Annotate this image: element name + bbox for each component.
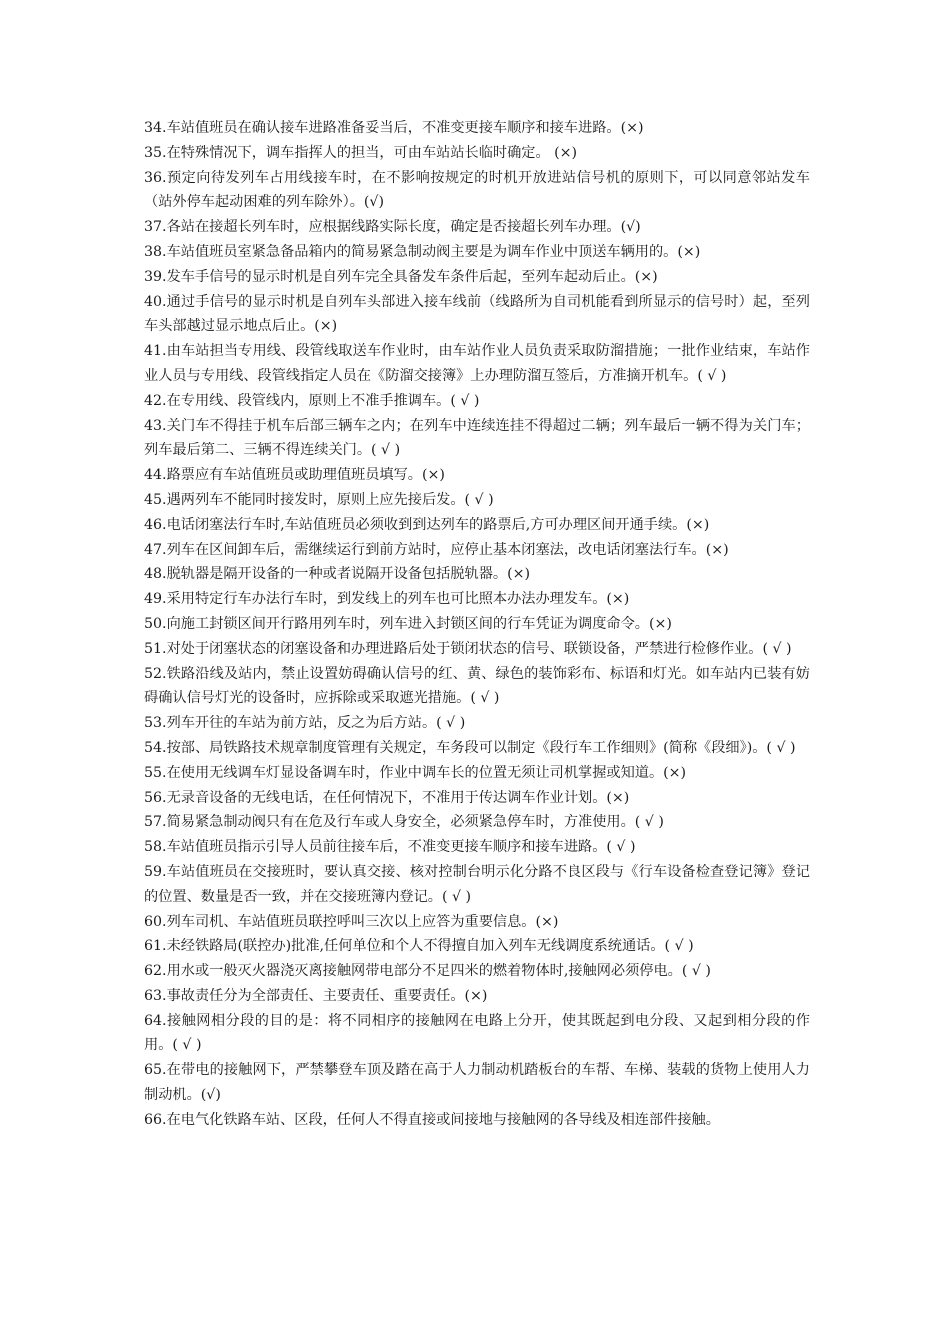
- list-item: 65.在带电的接触网下，严禁攀登车顶及踏在高于人力制动机踏板台的车帮、车梯、装载的货物上使用人力制动机。(√): [144, 1062, 810, 1104]
- list-item: 64.接触网相分段的目的是：将不同相序的接触网在电路上分开，使其既起到电分段、又起到相分段的作用。( √ ): [144, 1012, 810, 1054]
- list-item: 57.简易紧急制动阀只有在危及行车或人身安全，必须紧急停车时，方准使用。( √ ): [144, 814, 664, 831]
- list-item: 41.由车站担当专用线、段管线取送车作业时，由车站作业人员负责采取防溜措施；一批作业结束，车站作业人员与专用线、段管线指定人员在《防溜交接簿》上办理防溜互签后，方准摘开机车。( √ ): [144, 343, 810, 384]
- list-item: 42.在专用线、段管线内，原则上不准手推调车。( √ ): [144, 392, 480, 409]
- list-item: 38.车站值班员室紧急备品箱内的简易紧急制动阀主要是为调车作业中顶送车辆用的。(×): [144, 243, 701, 260]
- list-item: 59.车站值班员在交接班时，要认真交接、核对控制台明示化分路不良区段与《行车设备检查登记簿》登记的位置、数量是否一致，并在交接班簿内登记。( √ ): [144, 863, 810, 905]
- list-item: 37.各站在接超长列车时，应根据线路实际长度，确定是否接超长列车办理。(√): [144, 219, 641, 236]
- list-item: 51.对处于闭塞状态的闭塞设备和办理进路后处于锁闭状态的信号、联锁设备，严禁进行检修作业。( √ ): [144, 640, 792, 657]
- list-item: 35.在特殊情况下，调车指挥人的担当，可由车站站长临时确定。 (×): [144, 144, 578, 161]
- list-item: 45.遇两列车不能同时接发时，原则上应先接后发。( √ ): [144, 491, 494, 508]
- list-item: 60.列车司机、车站值班员联控呼叫三次以上应答为重要信息。(×): [144, 913, 559, 930]
- list-item: 56.无录音设备的无线电话，在任何情况下，不准用于传达调车作业计划。(×): [144, 789, 630, 806]
- list-item: 43.关门车不得挂于机车后部三辆车之内；在列车中连续连挂不得超过二辆；列车最后一辆不得为关门车；列车最后第二、三辆不得连续关门。( √ ): [144, 417, 810, 459]
- list-item: 49.采用特定行车办法行车时，到发线上的列车也可比照本办法办理发车。(×): [144, 591, 630, 608]
- question-list: [144, 116, 810, 1133]
- list-item: 62.用水或一般灭火器浇灭离接触网带电部分不足四米的燃着物体时,接触网必须停电。( √ ): [144, 963, 711, 980]
- list-item: 53.列车开往的车站为前方站，反之为后方站。( √ ): [144, 715, 466, 732]
- list-item: 39.发车手信号的显示时机是自列车完全具备发车条件后起，至列车起动后止。(×): [144, 268, 658, 285]
- list-item: 63.事故责任分为全部责任、主要责任、重要责任。(×): [144, 987, 488, 1004]
- list-item: 46.电话闭塞法行车时,车站值班员必须收到到达列车的路票后,方可办理区间开通手续。(×): [144, 516, 710, 533]
- list-item: 55.在使用无线调车灯显设备调车时，作业中调车长的位置无须让司机掌握或知道。(×): [144, 764, 687, 781]
- list-item: 52.铁路沿线及站内，禁止设置妨碍确认信号的红、黄、绿色的装饰彩布、标语和灯光。如车站内已装有妨碍确认信号灯光的设备时，应拆除或采取遮光措施。( √ ): [144, 665, 810, 707]
- list-item: 34.车站值班员在确认接车进路准备妥当后，不准变更接车顺序和接车进路。(×): [144, 120, 644, 136]
- list-item: 61.未经铁路局(联控办)批准,任何单位和个人不得擅自加入列车无线调度系统通话。( √ ): [144, 938, 694, 955]
- list-item: 54.按部、局铁路技术规章制度管理有关规定，车务段可以制定《段行车工作细则》(简称《段细》)。( √ ): [144, 739, 796, 756]
- list-item: 50.向施工封锁区间开行路用列车时，列车进入封锁区间的行车凭证为调度命令。(×): [144, 615, 672, 632]
- list-item: 40.通过手信号的显示时机是自列车头部进入接车线前（线路所为自司机能看到所显示的信号时）起，至列车头部越过显示地点后止。(×): [144, 293, 810, 335]
- list-item: 44.路票应有车站值班员或助理值班员填写。(×): [144, 467, 445, 484]
- list-item: 36.预定向待发列车占用线接车时，在不影响按规定的时机开放进站信号机的原则下，可以同意邻站发车（站外停车起动困难的列车除外）。(√): [144, 169, 810, 211]
- list-item: 58.车站值班员指示引导人员前往接车后，不准变更接车顺序和接车进路。( √ ): [144, 839, 636, 856]
- list-item: 47.列车在区间卸车后，需继续运行到前方站时，应停止基本闭塞法，改电话闭塞法行车。(×): [144, 541, 729, 558]
- list-item: 48.脱轨器是隔开设备的一种或者说隔开设备包括脱轨器。(×): [144, 566, 531, 583]
- list-item: 66.在电气化铁路车站、区段，任何人不得直接或间接地与接触网的各导线及相连部件接触。: [144, 1111, 720, 1128]
